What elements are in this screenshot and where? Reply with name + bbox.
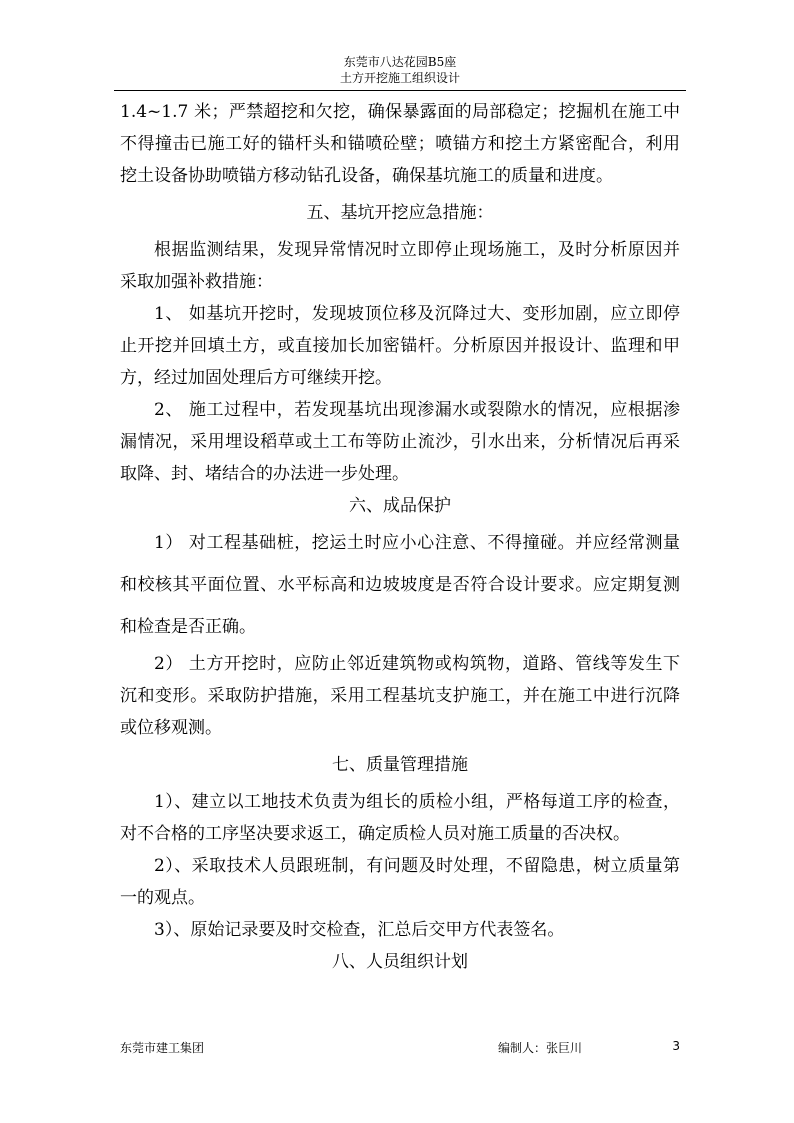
section-heading-5: 五、基坑开挖应急措施： [306, 203, 494, 223]
paragraph-excavation-continuation: 1.4~1.7 米；严禁超挖和欠挖，确保暴露面的局部稳定；挖掘机在施工中不得撞击已施工好的锚杆头和锚喷砼壁；喷锚方和挖土方紧密配合，利用挖土设备协助喷锚方移动钻孔设备，确保基坑施工的质量和进度。 [120, 102, 680, 186]
section-heading-8: 八、人员组织计划 [332, 952, 468, 972]
paragraph-protection-item-2: 2） 土方开挖时，应防止邻近建筑物或构筑物，道路、管线等发生下沉和变形。采取防护措施，采用工程基坑支护施工，并在施工中进行沉降或位移观测。 [120, 654, 680, 738]
header-project-title: 东莞市八达花园B5座 [343, 55, 457, 69]
footer-editor: 编制人：张巨川 [498, 1041, 583, 1055]
paragraph-emergency-intro: 根据监测结果，发现异常情况时立即停止现场施工，及时分析原因并采取加强补救措施： [120, 240, 680, 292]
header-divider [114, 90, 686, 91]
paragraph-quality-item-3: 3）、原始记录要及时交检查，汇总后交甲方代表签名。 [154, 920, 565, 940]
page-header [114, 54, 686, 86]
paragraph-quality-item-2: 2）、采取技术人员跟班制，有问题及时处理，不留隐患，树立质量第一的观点。 [120, 856, 680, 908]
section-heading-6: 六、成品保护 [349, 496, 451, 516]
paragraph-protection-item-1: 1） 对工程基础桩，挖运土时应小心注意、不得撞碰。并应经常测量和校核其平面位置、水平标高和边坡坡度是否符合设计要求。应定期复测和检查是否正确。 [120, 533, 680, 637]
paragraph-emergency-item-1: 1、 如基坑开挖时，发现坡顶位移及沉降过大、变形加剧，应立即停止开挖并回填土方，或直接加长加密锚杆。分析原因并报设计、监理和甲方，经过加固处理后方可继续开挖。 [120, 304, 680, 388]
section-heading-7: 七、质量管理措施 [332, 755, 468, 775]
footer-page-number: 3 [672, 1039, 680, 1053]
footer-company: 东莞市建工集团 [120, 1041, 205, 1055]
paragraph-emergency-item-2: 2、 施工过程中，若发现基坑出现渗漏水或裂隙水的情况，应根据渗漏情况，采用埋设稻草或土工布等防止流沙，引水出来，分析情况后再采取降、封、堵结合的办法进一步处理。 [120, 400, 680, 484]
header-document-title: 土方开挖施工组织设计 [339, 71, 460, 85]
document-body [120, 96, 680, 978]
paragraph-quality-item-1: 1）、建立以工地技术负责为组长的质检小组，严格每道工序的检查，对不合格的工序坚决要求返工，确定质检人员对施工质量的否决权。 [120, 792, 680, 844]
